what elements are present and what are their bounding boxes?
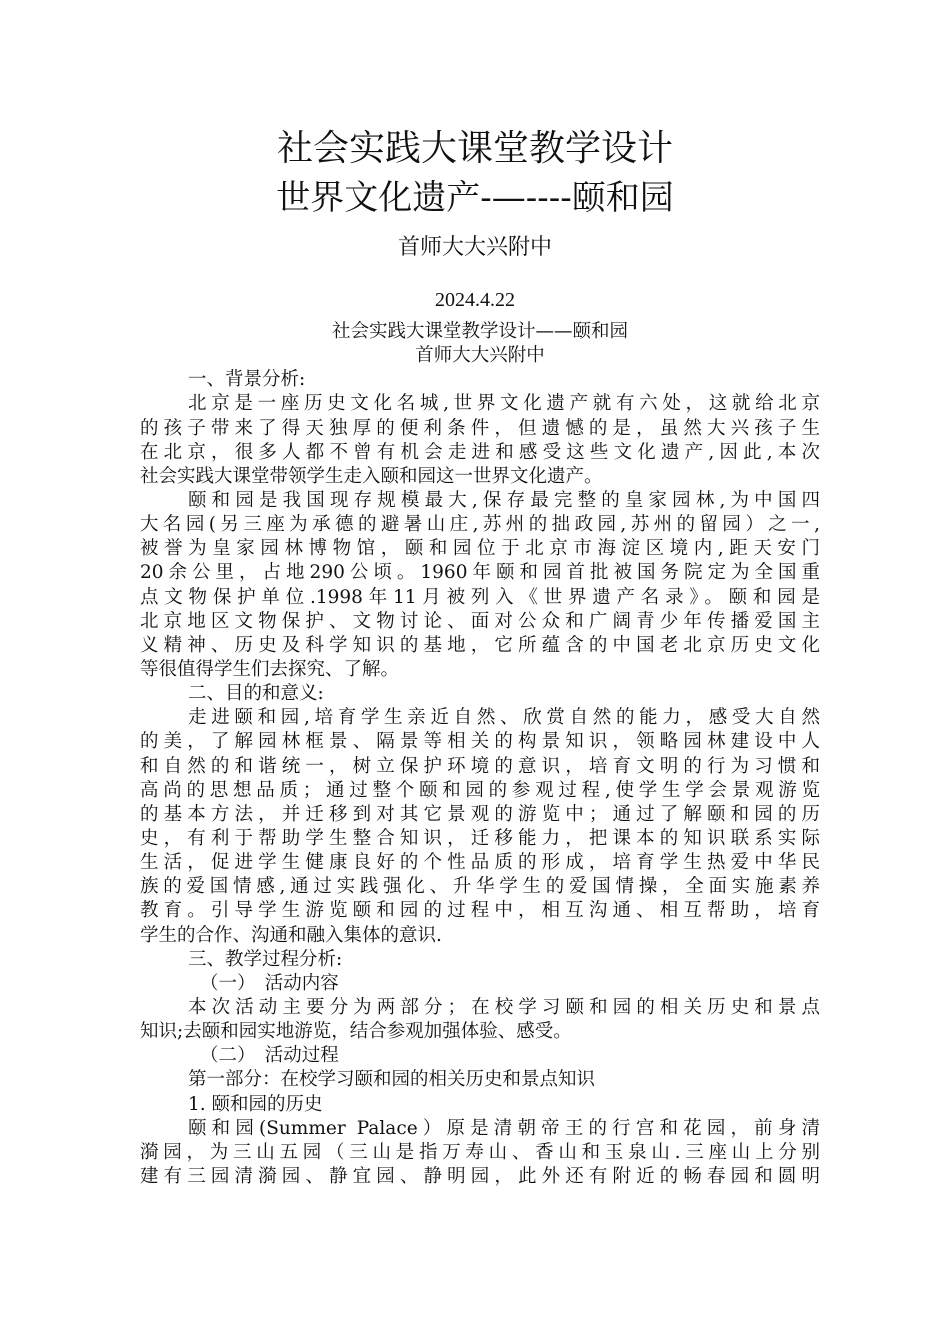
paragraph-line: 等很值得学生们去探究、了解。: [140, 658, 400, 680]
paragraph-line: 义精神、历史及科学知识的基地，它所蕴含的中国老北京历史文化: [140, 634, 820, 656]
subsection-heading-process: （二） 活动过程: [200, 1045, 339, 1067]
paragraph-line: 族的爱国情感,通过实践强化、升华学生的爱国情操，全面实施素养: [140, 876, 820, 898]
body-school: 首师大大兴附中: [415, 345, 545, 367]
paragraph-line: 高尚的思想品质；通过整个颐和园的参观过程,使学生学会景观游览: [140, 779, 820, 801]
document-body: [140, 320, 820, 1189]
subsection-heading-content: （一） 活动内容: [200, 972, 339, 994]
paragraph-line: 的孩子带来了得天独厚的便利条件，但遗憾的是，虽然大兴孩子生: [140, 417, 820, 439]
body-heading: 社会实践大课堂教学设计——颐和园: [331, 321, 628, 342]
item-heading-history: 1. 颐和园的历史: [188, 1093, 323, 1115]
paragraph-line: 的美，了解园林框景、隔景等相关的构景知识，领略园林建设中人: [140, 731, 820, 753]
paragraph-line: 漪园，为三山五园（三山是指万寿山、香山和玉泉山.三座山上分别: [140, 1141, 820, 1163]
section-heading-purpose: 二、目的和意义:: [188, 683, 324, 705]
part-heading: 第一部分：在校学习颐和园的相关历史和景点知识: [188, 1069, 596, 1091]
document-subtitle: 世界文化遗产-—----颐和园: [276, 178, 674, 218]
paragraph-line: 北京地区文物保护、文物讨论、面对公众和广阔青少年传播爱国主: [140, 610, 820, 632]
paragraph-line: 建有三园清漪园、静宜园、静明园，此外还有附近的畅春园和圆明: [140, 1165, 820, 1187]
document-date: 2024.4.22: [435, 289, 515, 311]
paragraph-line: 学生的合作、沟通和融入集体的意识.: [140, 924, 442, 946]
paragraph-line: 被誉为皇家园林博物馆，颐和园位于北京市海淀区境内,距天安门: [140, 538, 820, 560]
paragraph-line: 史，有利于帮助学生整合知识，迁移能力，把课本的知识联系实际: [140, 827, 820, 849]
paragraph-line: 大名园(另三座为承德的避暑山庄,苏州的拙政园,苏州的留园）之一,: [140, 514, 820, 536]
paragraph-line: 20余公里，占地290公顷。1960年颐和园首批被国务院定为全国重: [140, 562, 820, 584]
section-heading-background: 一、背景分析:: [188, 369, 306, 391]
paragraph-line: 颐和园(Summer Palace）原是清朝帝王的行宫和花园，前身清: [188, 1117, 820, 1139]
section-heading-process: 三、教学过程分析:: [188, 948, 343, 970]
paragraph-line: 的基本方法，并迁移到对其它景观的游览中；通过了解颐和园的历: [140, 803, 820, 825]
paragraph-line: 在北京，很多人都不曾有机会走进和感受这些文化遗产,因此,本次: [140, 441, 820, 463]
paragraph-line: 颐和园是我国现存规模最大,保存最完整的皇家园林,为中国四: [188, 489, 820, 511]
paragraph-line: 走进颐和园,培育学生亲近自然、欣赏自然的能力，感受大自然: [188, 707, 820, 729]
paragraph-line: 社会实践大课堂带领学生走入颐和园这一世界文化遗产。: [140, 465, 603, 487]
paragraph-line: 教育。引导学生游览颐和园的过程中，相互沟通、相互帮助，培育: [140, 900, 820, 922]
paragraph-line: 知识;去颐和园实地游览，结合参观加强体验、感受。: [140, 1021, 572, 1043]
paragraph-line: 点文物保护单位.1998年11月被列入《世界遗产名录》。颐和园是: [140, 586, 820, 608]
document-title: 社会实践大课堂教学设计: [276, 128, 673, 169]
paragraph-line: 和自然的和谐统一，树立保护环境的意识，培育文明的行为习惯和: [140, 755, 820, 777]
school-name: 首师大大兴附中: [397, 235, 552, 260]
paragraph-line: 北京是一座历史文化名城,世界文化遗产就有六处，这就给北京: [188, 393, 820, 415]
paragraph-line: 生活，促进学生健康良好的个性品质的形成，培育学生热爱中华民: [140, 852, 820, 874]
paragraph-line: 本次活动主要分为两部分；在校学习颐和园的相关历史和景点: [188, 996, 820, 1018]
